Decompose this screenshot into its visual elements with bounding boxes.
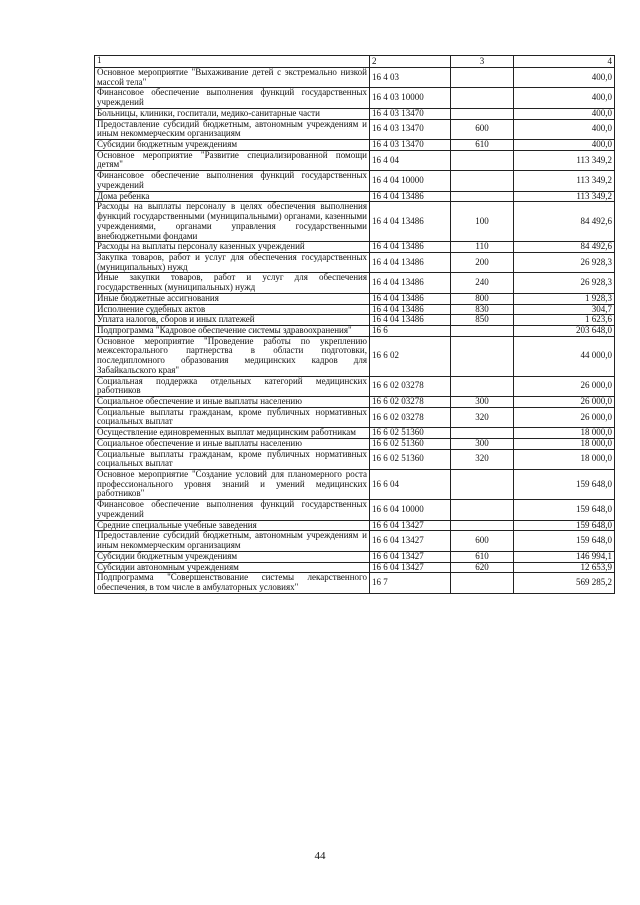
row-type-cell [451, 573, 514, 593]
budget-table [94, 55, 615, 594]
row-type-cell [451, 500, 514, 520]
row-name-cell: Уплата налогов, сборов и иных платежей [95, 315, 370, 326]
row-type-cell: 300 [451, 397, 514, 408]
row-amount-cell: 44 000,0 [514, 336, 615, 376]
row-type-cell [451, 68, 514, 88]
row-amount-cell: 84 492,6 [514, 242, 615, 253]
row-type-cell [451, 376, 514, 396]
row-amount-cell: 18 000,0 [514, 428, 615, 439]
row-name-cell: Социальные выплаты гражданам, кроме публичных нормативных социальных выплат [95, 449, 370, 469]
row-name-cell: Предоставление субсидий бюджетным, автономным учреждениям и иным некоммерческим организациям [95, 531, 370, 551]
row-amount-cell: 26 000,0 [514, 397, 615, 408]
row-type-cell: 850 [451, 315, 514, 326]
row-name-cell: Финансовое обеспечение выполнения функций государственных учреждений [95, 88, 370, 108]
table-row [95, 325, 615, 336]
row-code-cell: 16 4 03 13470 [370, 119, 451, 139]
row-code-cell: 16 4 04 13486 [370, 242, 451, 253]
row-type-cell: 200 [451, 252, 514, 272]
row-amount-cell: 26 000,0 [514, 407, 615, 427]
row-type-cell: 610 [451, 551, 514, 562]
row-type-cell [451, 336, 514, 376]
row-type-cell [451, 470, 514, 500]
row-name-cell: Основное мероприятие "Выхаживание детей с экстремально низкой массой тела" [95, 68, 370, 88]
row-name-cell: Субсидии бюджетным учреждениям [95, 551, 370, 562]
table-row [95, 438, 615, 449]
row-name-cell: Исполнение судебных актов [95, 304, 370, 315]
row-type-cell: 830 [451, 304, 514, 315]
row-amount-cell: 400,0 [514, 119, 615, 139]
row-name-cell: Предоставление субсидий бюджетным, автономным учреждениям и иным некоммерческим организациям [95, 119, 370, 139]
row-amount-cell: 1 928,3 [514, 293, 615, 304]
row-amount-cell: 159 648,0 [514, 470, 615, 500]
row-name-cell: Больницы, клиники, госпитали, медико-санитарные части [95, 108, 370, 119]
row-code-cell: 16 6 [370, 325, 451, 336]
row-amount-cell: 113 349,2 [514, 191, 615, 202]
row-name-cell: Осуществление единовременных выплат медицинским работникам [95, 428, 370, 439]
row-code-cell: 16 6 02 51360 [370, 449, 451, 469]
row-type-cell [451, 191, 514, 202]
row-type-cell: 600 [451, 531, 514, 551]
table-row [95, 108, 615, 119]
row-name-cell: Закупка товаров, работ и услуг для обеспечения государственных (муниципальных) нужд [95, 252, 370, 272]
row-code-cell: 16 6 02 [370, 336, 451, 376]
row-code-cell: 16 4 03 10000 [370, 88, 451, 108]
table-row [95, 242, 615, 253]
row-type-cell [451, 520, 514, 531]
table-row [95, 500, 615, 520]
row-amount-cell: 1 623,6 [514, 315, 615, 326]
row-name-cell: Субсидии бюджетным учреждениям [95, 140, 370, 151]
row-code-cell: 16 6 04 13427 [370, 562, 451, 573]
row-type-cell: 300 [451, 438, 514, 449]
row-amount-cell: 203 648,0 [514, 325, 615, 336]
row-amount-cell: 400,0 [514, 140, 615, 151]
row-name-cell: Расходы на выплаты персоналу в целях обеспечения выполнения функций государственными (муниципальными) органами, казенными учреждениями, органами управления государственными внебюджетными фондами [95, 202, 370, 242]
row-name-cell: Основное мероприятие "Проведение работы по укреплению межсекторального партнерства в области подготовки, последипломного образования медицинских кадров для Забайкальского края" [95, 336, 370, 376]
column-header-2: 2 [370, 56, 451, 68]
row-name-cell: Финансовое обеспечение выполнения функций государственных учреждений [95, 500, 370, 520]
table-row [95, 336, 615, 376]
row-amount-cell: 159 648,0 [514, 520, 615, 531]
row-code-cell: 16 6 02 03278 [370, 376, 451, 396]
row-amount-cell: 113 349,2 [514, 171, 615, 191]
row-amount-cell: 26 000,0 [514, 376, 615, 396]
table-row [95, 470, 615, 500]
row-type-cell: 610 [451, 140, 514, 151]
row-amount-cell: 400,0 [514, 108, 615, 119]
row-type-cell: 800 [451, 293, 514, 304]
row-type-cell [451, 171, 514, 191]
row-name-cell: Социальное обеспечение и иные выплаты населению [95, 438, 370, 449]
row-type-cell [451, 108, 514, 119]
table-row [95, 573, 615, 593]
row-name-cell: Подпрограмма "Совершенствование системы лекарственного обеспечения, в том числе в амбулаторных условиях" [95, 573, 370, 593]
page-number: 44 [314, 850, 326, 862]
row-code-cell: 16 6 04 13427 [370, 551, 451, 562]
row-code-cell: 16 4 03 13470 [370, 140, 451, 151]
row-code-cell: 16 4 03 [370, 68, 451, 88]
table-row [95, 202, 615, 242]
table-row [95, 304, 615, 315]
row-amount-cell: 26 928,3 [514, 273, 615, 293]
row-code-cell: 16 4 04 [370, 150, 451, 170]
row-code-cell: 16 4 04 13486 [370, 202, 451, 242]
row-amount-cell: 12 653,9 [514, 562, 615, 573]
row-amount-cell: 304,7 [514, 304, 615, 315]
table-body [95, 68, 615, 594]
row-type-cell: 620 [451, 562, 514, 573]
row-code-cell: 16 4 04 13486 [370, 304, 451, 315]
row-code-cell: 16 6 02 51360 [370, 428, 451, 439]
row-name-cell: Расходы на выплаты персоналу казенных учреждений [95, 242, 370, 253]
table-row [95, 140, 615, 151]
row-code-cell: 16 6 04 10000 [370, 500, 451, 520]
row-name-cell: Основное мероприятие "Создание условий для планомерного роста профессионального уровня знаний и умений медицинских работников" [95, 470, 370, 500]
row-amount-cell: 400,0 [514, 88, 615, 108]
row-code-cell: 16 6 02 03278 [370, 407, 451, 427]
table-row [95, 273, 615, 293]
table-row [95, 407, 615, 427]
column-header-3: 3 [451, 56, 514, 68]
table-row [95, 119, 615, 139]
row-name-cell: Социальное обеспечение и иные выплаты населению [95, 397, 370, 408]
row-amount-cell: 159 648,0 [514, 500, 615, 520]
row-type-cell: 110 [451, 242, 514, 253]
row-code-cell: 16 4 03 13470 [370, 108, 451, 119]
table-row [95, 376, 615, 396]
row-amount-cell: 569 285,2 [514, 573, 615, 593]
column-header-4: 4 [514, 56, 615, 68]
row-code-cell: 16 4 04 13486 [370, 273, 451, 293]
row-code-cell: 16 6 02 51360 [370, 438, 451, 449]
table-row [95, 520, 615, 531]
row-name-cell: Финансовое обеспечение выполнения функций государственных учреждений [95, 171, 370, 191]
row-type-cell: 320 [451, 407, 514, 427]
budget-table-container [94, 55, 612, 594]
row-code-cell: 16 4 04 13486 [370, 252, 451, 272]
row-amount-cell: 18 000,0 [514, 438, 615, 449]
table-row [95, 68, 615, 88]
row-code-cell: 16 6 04 13427 [370, 520, 451, 531]
row-code-cell: 16 7 [370, 573, 451, 593]
row-amount-cell: 400,0 [514, 68, 615, 88]
row-type-cell [451, 325, 514, 336]
row-code-cell: 16 4 04 10000 [370, 171, 451, 191]
row-type-cell: 600 [451, 119, 514, 139]
row-type-cell: 100 [451, 202, 514, 242]
table-row [95, 449, 615, 469]
row-name-cell: Социальные выплаты гражданам, кроме публичных нормативных социальных выплат [95, 407, 370, 427]
table-row [95, 397, 615, 408]
column-header-1: 1 [95, 56, 370, 68]
row-amount-cell: 26 928,3 [514, 252, 615, 272]
row-code-cell: 16 6 02 03278 [370, 397, 451, 408]
row-name-cell: Основное мероприятие "Развитие специализированной помощи детям" [95, 150, 370, 170]
row-amount-cell: 146 994,1 [514, 551, 615, 562]
row-type-cell [451, 428, 514, 439]
table-row [95, 293, 615, 304]
table-row [95, 315, 615, 326]
row-code-cell: 16 4 04 13486 [370, 191, 451, 202]
row-amount-cell: 159 648,0 [514, 531, 615, 551]
table-header-row [95, 56, 615, 68]
row-name-cell: Средние специальные учебные заведения [95, 520, 370, 531]
table-row [95, 428, 615, 439]
row-name-cell: Иные бюджетные ассигнования [95, 293, 370, 304]
table-row [95, 171, 615, 191]
row-amount-cell: 84 492,6 [514, 202, 615, 242]
row-name-cell: Подпрограмма "Кадровое обеспечение системы здравоохранения" [95, 325, 370, 336]
row-type-cell [451, 88, 514, 108]
row-type-cell [451, 150, 514, 170]
row-type-cell: 240 [451, 273, 514, 293]
row-name-cell: Социальная поддержка отдельных категорий медицинских работников [95, 376, 370, 396]
row-name-cell: Субсидии автономным учреждениям [95, 562, 370, 573]
row-amount-cell: 18 000,0 [514, 449, 615, 469]
table-row [95, 150, 615, 170]
row-name-cell: Иные закупки товаров, работ и услуг для обеспечения государственных (муниципальных) нужд [95, 273, 370, 293]
row-code-cell: 16 4 04 13486 [370, 293, 451, 304]
row-code-cell: 16 6 04 [370, 470, 451, 500]
table-row [95, 531, 615, 551]
row-name-cell: Дома ребенка [95, 191, 370, 202]
table-row [95, 562, 615, 573]
row-type-cell: 320 [451, 449, 514, 469]
table-row [95, 551, 615, 562]
row-amount-cell: 113 349,2 [514, 150, 615, 170]
table-row [95, 252, 615, 272]
row-code-cell: 16 4 04 13486 [370, 315, 451, 326]
row-code-cell: 16 6 04 13427 [370, 531, 451, 551]
table-row [95, 88, 615, 108]
table-row [95, 191, 615, 202]
